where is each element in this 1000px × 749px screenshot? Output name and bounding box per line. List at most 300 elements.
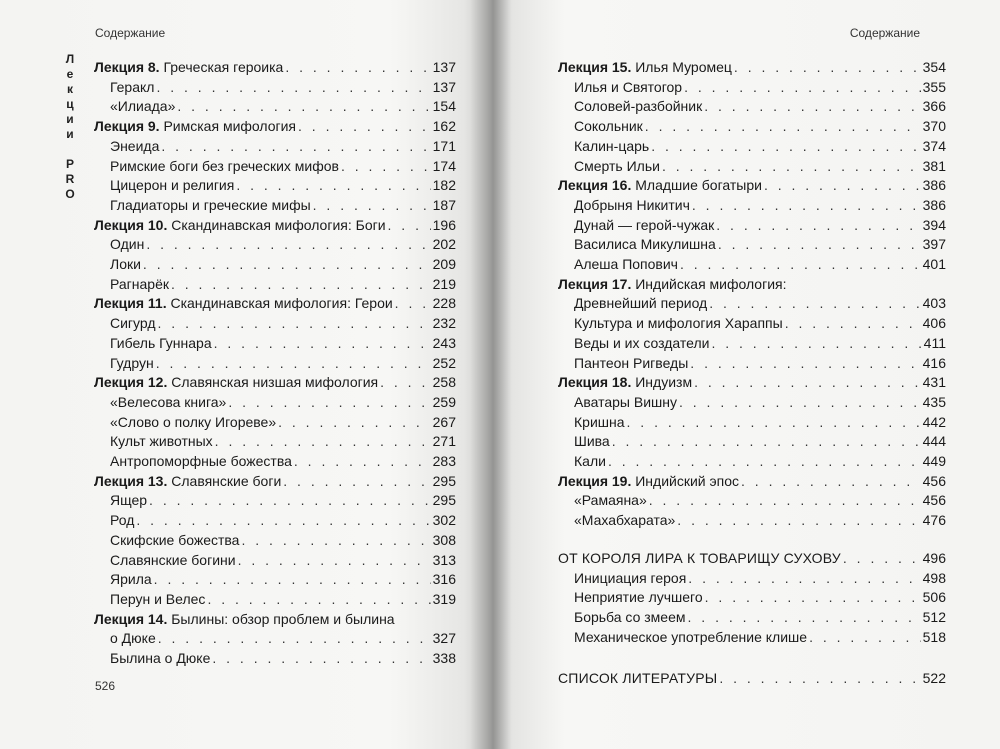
toc-dot-leader xyxy=(214,334,431,354)
toc-entry-text: Ящер xyxy=(110,492,148,509)
toc-entry-title xyxy=(574,216,714,236)
toc-entry-title xyxy=(574,78,682,98)
toc-subentry xyxy=(94,196,456,216)
toc-spacer xyxy=(558,647,946,669)
toc-dot-leader xyxy=(207,590,430,610)
toc-lecture-entry xyxy=(94,294,456,314)
toc-entry-title xyxy=(558,549,841,569)
toc-entry-title xyxy=(110,255,141,275)
toc-entry-title xyxy=(110,78,154,98)
toc-entry-text: Антропоморфные божества xyxy=(110,453,292,470)
toc-dot-leader xyxy=(313,196,431,216)
toc-subentry xyxy=(94,393,456,413)
toc-entry-title xyxy=(558,275,787,295)
toc-entry-text: Ярила xyxy=(110,571,152,588)
toc-subentry xyxy=(558,569,946,589)
toc-entry-text: Рагнарёк xyxy=(110,275,169,292)
toc-entry-text: Пантеон Ригведы xyxy=(574,354,689,371)
toc-dot-leader xyxy=(156,78,430,98)
toc-dot-leader xyxy=(278,413,431,433)
toc-dot-leader xyxy=(719,669,920,689)
toc-dot-leader xyxy=(161,137,430,157)
toc-entry-title xyxy=(110,196,311,216)
toc-entry-title xyxy=(574,294,707,314)
toc-page-number: 267 xyxy=(432,413,456,430)
toc-subentry xyxy=(94,590,456,610)
toc-page-number: 283 xyxy=(432,453,456,470)
toc-entry-title xyxy=(574,334,709,354)
toc-dot-leader xyxy=(215,432,431,452)
toc-entry-text: Римская мифология xyxy=(159,118,297,135)
toc-dot-leader xyxy=(809,628,921,648)
toc-page-number: 316 xyxy=(432,571,456,588)
toc-dot-leader xyxy=(241,531,430,551)
toc-entry-title xyxy=(110,314,156,334)
toc-dot-leader xyxy=(734,58,921,78)
toc-page-number: 403 xyxy=(922,295,946,312)
toc-subentry xyxy=(94,491,456,511)
toc-entry-title xyxy=(110,157,339,177)
toc-dot-leader xyxy=(627,413,921,433)
toc-entry-text: Род xyxy=(110,512,135,529)
toc-page-number: 232 xyxy=(432,315,456,332)
toc-subentry xyxy=(94,176,456,196)
toc-dot-leader xyxy=(718,235,921,255)
toc-dot-leader xyxy=(645,117,921,137)
toc-entry-text: Скифские божества xyxy=(110,531,240,548)
toc-subentry xyxy=(558,137,946,157)
toc-entry-title xyxy=(110,452,292,472)
toc-dot-leader xyxy=(705,588,921,608)
toc-lecture-number: Лекция 16. xyxy=(558,177,632,194)
toc-entry-title xyxy=(558,373,692,393)
toc-dot-leader xyxy=(694,373,921,393)
toc-spacer xyxy=(558,531,946,549)
toc-page-number: 431 xyxy=(922,374,946,391)
toc-entry-title xyxy=(574,569,686,589)
toc-entry-title xyxy=(574,628,807,648)
toc-page-number: 209 xyxy=(432,256,456,273)
toc-entry-text: Индийская мифология: xyxy=(631,275,787,292)
toc-subentry xyxy=(558,255,946,275)
toc-entry-title xyxy=(94,472,281,492)
toc-page-number: 258 xyxy=(432,374,456,391)
toc-page-number: 219 xyxy=(432,275,456,292)
toc-entry-title xyxy=(110,570,152,590)
toc-page-number: 442 xyxy=(922,413,946,430)
toc-page-number: 456 xyxy=(922,492,946,509)
toc-dot-leader xyxy=(709,294,920,314)
toc-subentry xyxy=(558,354,946,374)
toc-entry-text: Славянская низшая мифология xyxy=(167,374,379,391)
toc-dot-leader xyxy=(285,58,430,78)
toc-page-number: 370 xyxy=(922,118,946,135)
toc-section-entry xyxy=(558,549,946,569)
toc-entry-title xyxy=(574,432,610,452)
toc-entry-text: Греческая героика xyxy=(159,59,284,75)
toc-entry-text: Локи xyxy=(110,256,141,273)
toc-subentry xyxy=(94,78,456,98)
toc-entry-text: ОТ КОРОЛЯ ЛИРА К ТОВАРИЩУ СУХОВУ xyxy=(558,549,841,566)
toc-entry-title xyxy=(94,117,296,137)
toc-lecture-entry xyxy=(94,58,456,78)
toc-page-number: 374 xyxy=(922,137,946,154)
toc-lecture-entry xyxy=(558,176,946,196)
toc-entry-text: Дунай — герой-чужак xyxy=(574,216,715,233)
toc-dot-leader xyxy=(711,334,921,354)
toc-entry-text: Илья Муромец xyxy=(631,59,732,75)
toc-entry-text: Культ животных xyxy=(110,433,213,450)
toc-page-number: 259 xyxy=(432,393,456,410)
toc-page-number: 354 xyxy=(922,59,946,75)
toc-page-number: 506 xyxy=(922,589,946,606)
toc-subentry xyxy=(558,196,946,216)
toc-page-number: 498 xyxy=(922,569,946,586)
toc-page-number: 386 xyxy=(922,177,946,194)
toc-subentry xyxy=(558,628,946,648)
toc-subentry xyxy=(558,413,946,433)
toc-entry-title xyxy=(110,393,226,413)
toc-page-number: 319 xyxy=(432,590,456,607)
toc-lecture-number: Лекция 15. xyxy=(558,59,632,75)
running-head-left: Содержание xyxy=(95,26,166,40)
toc-page-number: 171 xyxy=(432,137,456,154)
toc-entry-title xyxy=(110,176,234,196)
toc-entry-text: Былина о Дюке xyxy=(110,650,211,667)
toc-entry-title xyxy=(558,58,732,78)
toc-lecture-number: Лекция 17. xyxy=(558,275,632,292)
toc-subentry xyxy=(558,588,946,608)
toc-dot-leader xyxy=(395,294,431,314)
toc-dot-leader xyxy=(149,491,431,511)
toc-entry-title xyxy=(558,472,739,492)
toc-subentry xyxy=(558,314,946,334)
toc-entry-title xyxy=(574,196,690,216)
toc-entry-title xyxy=(574,491,647,511)
toc-dot-leader xyxy=(612,432,921,452)
toc-page-number: 243 xyxy=(432,334,456,351)
toc-entry-title xyxy=(110,491,147,511)
toc-lecture-entry xyxy=(558,275,946,295)
toc-entry-title xyxy=(574,511,675,531)
toc-page-number: 308 xyxy=(432,531,456,548)
toc-entry-text: Славянские богини xyxy=(110,551,236,568)
toc-entry-title xyxy=(558,669,717,689)
toc-lecture-entry xyxy=(558,373,946,393)
toc-entry-text: Веды и их создатели xyxy=(574,334,710,351)
toc-subentry xyxy=(558,432,946,452)
toc-dot-leader xyxy=(212,649,430,669)
toc-subentry xyxy=(94,157,456,177)
toc-subentry xyxy=(94,649,456,669)
toc-page-number: 456 xyxy=(922,472,946,489)
toc-entry-text: Славянские боги xyxy=(167,472,282,489)
toc-right xyxy=(558,58,946,689)
toc-subentry xyxy=(94,570,456,590)
series-side-label: Лекции PRO xyxy=(63,52,77,202)
toc-page-number: 411 xyxy=(923,334,946,351)
toc-dot-leader xyxy=(236,176,430,196)
toc-dot-leader xyxy=(679,393,921,413)
toc-dot-leader xyxy=(716,216,920,236)
toc-entry-text: Индийский эпос xyxy=(631,472,740,489)
toc-subentry xyxy=(94,413,456,433)
toc-lecture-number: Лекция 14. xyxy=(94,610,168,627)
toc-entry-text: о Дюке xyxy=(110,630,156,647)
toc-page-number: 182 xyxy=(432,177,456,194)
toc-entry-title xyxy=(94,294,393,314)
toc-entry-title xyxy=(110,551,236,571)
toc-entry-text: Инициация героя xyxy=(574,569,687,586)
toc-lecture-entry xyxy=(94,117,456,137)
page-number-left: 526 xyxy=(95,679,116,693)
toc-lecture-number: Лекция 10. xyxy=(94,216,168,233)
toc-entry-title xyxy=(110,590,205,610)
toc-page-number: 522 xyxy=(922,670,946,687)
toc-dot-leader xyxy=(380,373,431,393)
toc-page-number: 394 xyxy=(922,216,946,233)
toc-lecture-entry xyxy=(94,373,456,393)
toc-entry-title xyxy=(110,275,169,295)
toc-page-number: 271 xyxy=(432,433,456,450)
toc-entry-title xyxy=(110,97,175,117)
toc-dot-leader xyxy=(283,472,430,492)
toc-entry-text: «Илиада» xyxy=(110,98,176,115)
toc-entry-text: Древнейший период xyxy=(574,295,708,312)
toc-entry-title xyxy=(110,235,144,255)
toc-entry-title xyxy=(574,314,783,334)
left-page xyxy=(0,0,488,749)
toc-entry-title xyxy=(94,216,386,236)
toc-dot-leader xyxy=(651,137,920,157)
toc-page-number: 444 xyxy=(922,433,946,450)
toc-page-number: 154 xyxy=(432,98,456,115)
toc-lecture-number: Лекция 9. xyxy=(94,118,160,135)
toc-page-number: 196 xyxy=(432,216,456,233)
toc-subentry xyxy=(94,432,456,452)
toc-entry-text: Кришна xyxy=(574,413,625,430)
toc-entry-title xyxy=(574,255,678,275)
toc-subentry xyxy=(558,334,946,354)
toc-lecture-number: Лекция 18. xyxy=(558,374,632,391)
right-page xyxy=(488,0,1000,749)
toc-page-number: 174 xyxy=(432,157,456,174)
toc-entry-title xyxy=(574,452,606,472)
toc-entry-text: Цицерон и религия xyxy=(110,177,235,194)
toc-entry-text: Культура и мифология Хараппы xyxy=(574,315,783,332)
toc-page-number: 476 xyxy=(922,512,946,529)
toc-page-number: 416 xyxy=(922,354,946,371)
toc-dot-leader xyxy=(608,452,921,472)
toc-entry-text: Сокольник xyxy=(574,118,643,135)
toc-page-number: 386 xyxy=(922,196,946,213)
toc-page-number: 302 xyxy=(432,512,456,529)
toc-page-number: 228 xyxy=(432,295,456,312)
toc-subentry xyxy=(94,275,456,295)
toc-dot-leader xyxy=(688,569,920,589)
toc-dot-leader xyxy=(294,452,431,472)
toc-page-number: 406 xyxy=(922,315,946,332)
toc-lecture-entry xyxy=(94,610,456,630)
toc-subentry xyxy=(558,452,946,472)
toc-page-number: 518 xyxy=(922,628,946,645)
toc-dot-leader xyxy=(677,511,920,531)
toc-subentry xyxy=(558,97,946,117)
toc-entry-title xyxy=(574,117,643,137)
toc-subentry xyxy=(94,629,456,649)
toc-page-number: 202 xyxy=(432,236,456,253)
toc-entry-text: Младшие богатыри xyxy=(631,177,762,194)
toc-entry-text: Борьба со змеем xyxy=(574,608,686,625)
toc-dot-leader xyxy=(690,354,920,374)
toc-entry-text: Гладиаторы и греческие мифы xyxy=(110,196,311,213)
toc-entry-title xyxy=(110,137,159,157)
toc-entry-text: Аватары Вишну xyxy=(574,393,677,410)
toc-section-entry xyxy=(558,669,946,689)
toc-dot-leader xyxy=(684,78,921,98)
toc-entry-text: Гибель Гуннара xyxy=(110,334,212,351)
toc-dot-leader xyxy=(388,216,431,236)
toc-entry-title xyxy=(574,354,688,374)
toc-lecture-number: Лекция 13. xyxy=(94,472,168,489)
toc-entry-text: Калин-царь xyxy=(574,137,650,154)
toc-entry-title xyxy=(110,432,213,452)
toc-left xyxy=(94,58,456,669)
toc-page-number: 295 xyxy=(432,472,456,489)
toc-entry-title xyxy=(574,588,703,608)
toc-page-number: 449 xyxy=(922,453,946,470)
toc-page-number: 496 xyxy=(922,549,946,566)
toc-entry-text: Сигурд xyxy=(110,315,156,332)
toc-dot-leader xyxy=(154,570,431,590)
toc-entry-text: Шива xyxy=(574,433,610,450)
toc-entry-text: «Рамаяна» xyxy=(574,492,647,509)
toc-subentry xyxy=(558,78,946,98)
toc-page-number: 435 xyxy=(922,393,946,410)
toc-lecture-number: Лекция 19. xyxy=(558,472,632,489)
toc-entry-text: Скандинавская мифология: Боги xyxy=(167,216,386,233)
toc-lecture-entry xyxy=(94,216,456,236)
toc-dot-leader xyxy=(688,608,921,628)
toc-entry-title xyxy=(574,235,716,255)
toc-dot-leader xyxy=(704,97,920,117)
toc-entry-text: Былины: обзор проблем и былина xyxy=(167,610,395,627)
toc-page-number: 338 xyxy=(432,650,456,667)
toc-entry-title xyxy=(110,649,210,669)
toc-lecture-number: Лекция 11. xyxy=(94,295,167,312)
toc-lecture-number: Лекция 8. xyxy=(94,59,160,75)
toc-page-number: 512 xyxy=(922,608,946,625)
toc-entry-text: СПИСОК ЛИТЕРАТУРЫ xyxy=(558,670,718,687)
toc-dot-leader xyxy=(843,549,921,569)
toc-dot-leader xyxy=(146,235,430,255)
toc-entry-title xyxy=(574,97,702,117)
toc-entry-title xyxy=(574,608,686,628)
toc-lecture-entry xyxy=(94,472,456,492)
toc-entry-title xyxy=(94,373,378,393)
toc-subentry xyxy=(558,491,946,511)
toc-dot-leader xyxy=(785,314,921,334)
toc-page-number: 355 xyxy=(922,78,946,95)
toc-entry-title xyxy=(94,610,395,630)
toc-subentry xyxy=(558,157,946,177)
toc-dot-leader xyxy=(662,157,921,177)
toc-subentry xyxy=(94,452,456,472)
toc-entry-text: Индуизм xyxy=(631,374,693,391)
toc-dot-leader xyxy=(764,176,921,196)
toc-subentry xyxy=(94,551,456,571)
toc-entry-text: «Велесова книга» xyxy=(110,393,227,410)
toc-entry-text: Геракл xyxy=(110,78,155,95)
toc-dot-leader xyxy=(158,629,431,649)
toc-entry-title xyxy=(110,334,212,354)
toc-dot-leader xyxy=(156,354,431,374)
toc-subentry xyxy=(94,255,456,275)
toc-dot-leader xyxy=(298,117,431,137)
toc-entry-title xyxy=(110,629,156,649)
toc-page-number: 137 xyxy=(432,59,456,75)
toc-entry-title xyxy=(110,511,134,531)
toc-entry-text: Смерть Ильи xyxy=(574,157,660,174)
toc-subentry xyxy=(558,294,946,314)
toc-entry-text: Илья и Святогор xyxy=(574,78,683,95)
toc-entry-title xyxy=(558,176,762,196)
toc-dot-leader xyxy=(238,551,431,571)
toc-lecture-number: Лекция 12. xyxy=(94,374,168,391)
toc-entry-title xyxy=(574,137,649,157)
toc-subentry xyxy=(558,393,946,413)
toc-subentry xyxy=(94,137,456,157)
toc-page-number: 137 xyxy=(432,78,456,95)
toc-subentry xyxy=(94,235,456,255)
toc-entry-text: Перун и Велес xyxy=(110,590,206,607)
toc-entry-text: Римские боги без греческих мифов xyxy=(110,157,339,174)
toc-subentry xyxy=(94,314,456,334)
toc-subentry xyxy=(94,334,456,354)
toc-subentry xyxy=(558,235,946,255)
toc-page-number: 187 xyxy=(432,196,456,213)
toc-entry-text: Механическое употребление клише xyxy=(574,628,808,645)
toc-entry-text: Скандинавская мифология: Герои xyxy=(166,295,393,312)
toc-page-number: 397 xyxy=(922,236,946,253)
toc-dot-leader xyxy=(177,97,430,117)
toc-entry-text: «Махабхарата» xyxy=(574,512,676,529)
toc-dot-leader xyxy=(680,255,921,275)
toc-subentry xyxy=(94,531,456,551)
toc-subentry xyxy=(94,511,456,531)
toc-entry-text: Один xyxy=(110,236,145,253)
toc-dot-leader xyxy=(341,157,431,177)
toc-dot-leader xyxy=(136,511,430,531)
toc-page-number: 295 xyxy=(432,492,456,509)
toc-subentry xyxy=(94,97,456,117)
toc-entry-text: Добрыня Никитич xyxy=(574,196,690,213)
toc-page-number: 381 xyxy=(922,157,946,174)
toc-subentry xyxy=(558,117,946,137)
toc-entry-text: Энеида xyxy=(110,137,160,154)
toc-entry-title xyxy=(574,413,625,433)
toc-page-number: 162 xyxy=(432,118,456,135)
toc-entry-title xyxy=(574,393,677,413)
toc-entry-title xyxy=(110,413,276,433)
toc-entry-text: Василиса Микулишна xyxy=(574,236,716,253)
toc-page-number: 401 xyxy=(922,256,946,273)
toc-entry-text: Кали xyxy=(574,453,606,470)
toc-dot-leader xyxy=(649,491,921,511)
toc-page-number: 366 xyxy=(922,98,946,115)
running-head-right: Содержание xyxy=(849,26,920,40)
toc-dot-leader xyxy=(143,255,431,275)
